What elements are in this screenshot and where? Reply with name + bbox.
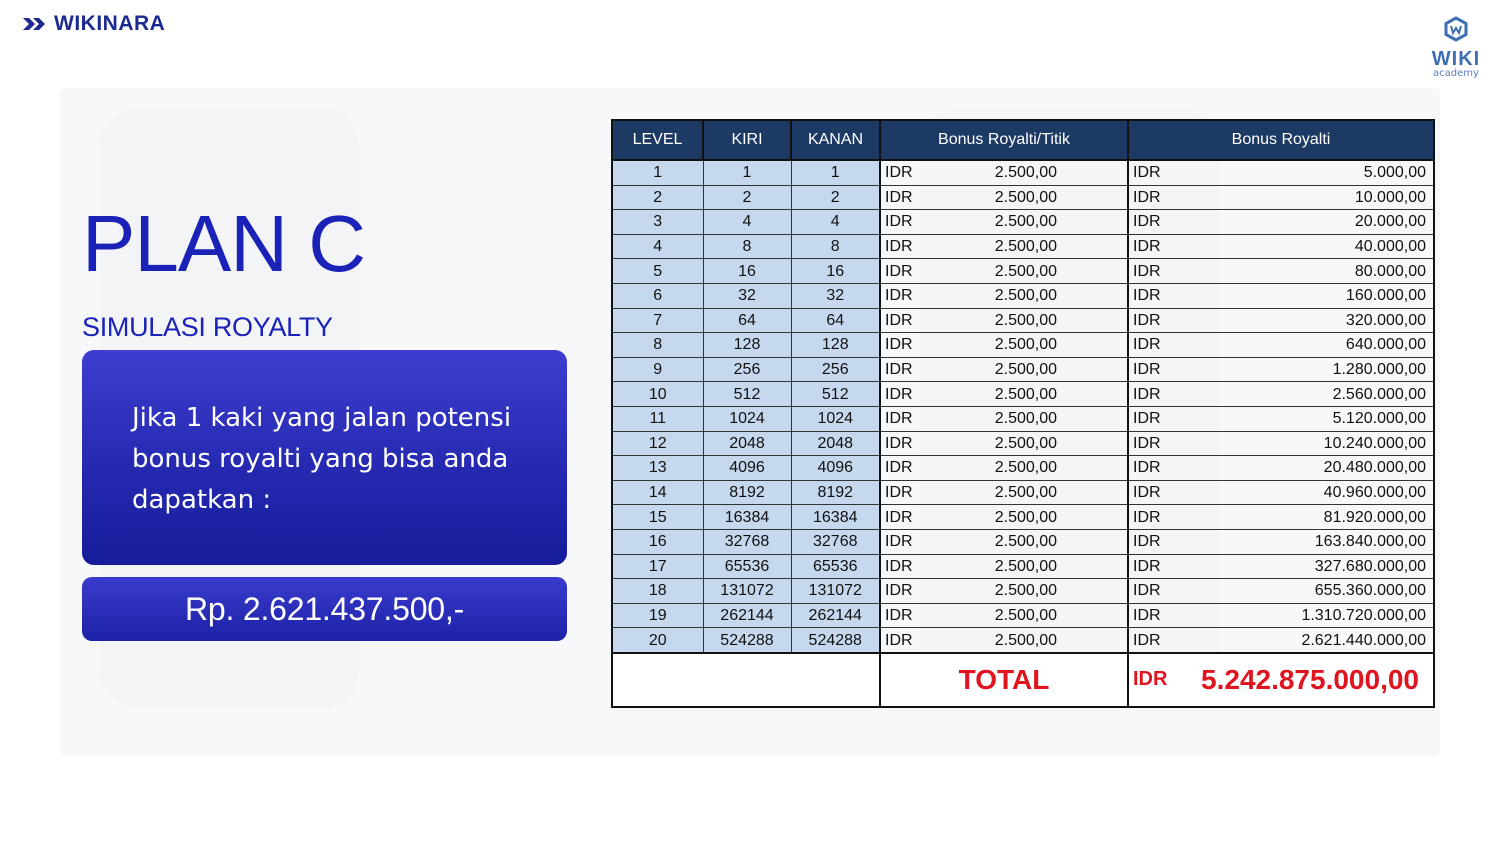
cell-royalti-value: 163.840.000,00	[1314, 533, 1426, 551]
cell-bonus-royalti	[1128, 210, 1434, 235]
cell-currency: IDR	[1133, 557, 1161, 575]
cell-kiri: 8192	[703, 480, 791, 505]
cell-currency: IDR	[1133, 361, 1161, 379]
wikinara-logo-icon	[22, 15, 48, 33]
academy-logo-word: WIKI	[1431, 48, 1481, 70]
total-empty-cell	[612, 653, 880, 707]
cell-royalti-value: 20.480.000,00	[1323, 459, 1426, 477]
cell-kanan: 4096	[791, 456, 880, 481]
cell-royalti-value: 5.120.000,00	[1332, 410, 1426, 428]
cell-kiri: 128	[703, 333, 791, 358]
cell-currency: IDR	[1133, 238, 1161, 256]
cell-bonus-per-titik	[880, 456, 1128, 481]
cell-currency: IDR	[885, 459, 913, 477]
cell-royalti-value: 10.000,00	[1354, 188, 1426, 206]
cell-level: 18	[612, 579, 703, 604]
cell-per-titik-value: 2.500,00	[994, 631, 1057, 649]
cell-level: 15	[612, 505, 703, 530]
cell-per-titik-value: 2.500,00	[994, 410, 1057, 428]
cell-kiri: 262144	[703, 603, 791, 628]
cell-kanan: 16384	[791, 505, 880, 530]
cell-bonus-per-titik	[880, 628, 1128, 653]
cell-level: 3	[612, 210, 703, 235]
cell-royalti-value: 655.360.000,00	[1314, 582, 1426, 600]
cell-kiri: 1	[703, 160, 791, 185]
cell-bonus-royalti	[1128, 431, 1434, 456]
cell-currency: IDR	[885, 164, 913, 182]
cell-level: 11	[612, 406, 703, 431]
cell-bonus-per-titik	[880, 579, 1128, 604]
cell-kiri: 8	[703, 234, 791, 259]
cell-kanan: 32768	[791, 529, 880, 554]
cell-kiri: 4	[703, 210, 791, 235]
royalty-table-container	[611, 119, 1433, 708]
cell-level: 12	[612, 431, 703, 456]
cell-royalti-value: 40.000,00	[1354, 238, 1426, 256]
table-row	[612, 406, 1434, 431]
cell-level: 2	[612, 185, 703, 210]
table-header-row	[612, 120, 1434, 160]
cell-currency: IDR	[1133, 262, 1161, 280]
table-row	[612, 480, 1434, 505]
cell-kanan: 131072	[791, 579, 880, 604]
cell-level: 19	[612, 603, 703, 628]
brand-logo[interactable]	[22, 12, 165, 36]
cell-royalti-value: 2.560.000,00	[1332, 385, 1426, 403]
table-row	[612, 628, 1434, 653]
cell-level: 13	[612, 456, 703, 481]
cell-kiri: 524288	[703, 628, 791, 653]
cell-bonus-royalti	[1128, 554, 1434, 579]
cell-per-titik-value: 2.500,00	[994, 434, 1057, 452]
cell-level: 14	[612, 480, 703, 505]
cell-kiri: 32768	[703, 529, 791, 554]
cell-level: 1	[612, 160, 703, 185]
cell-kanan: 1024	[791, 406, 880, 431]
cell-currency: IDR	[1133, 311, 1161, 329]
cell-bonus-royalti	[1128, 185, 1434, 210]
cell-per-titik-value: 2.500,00	[994, 361, 1057, 379]
cell-bonus-royalti	[1128, 406, 1434, 431]
table-row	[612, 554, 1434, 579]
table-row	[612, 283, 1434, 308]
cell-royalti-value: 5.000,00	[1363, 164, 1426, 182]
cell-kanan: 65536	[791, 554, 880, 579]
cell-level: 8	[612, 333, 703, 358]
cell-bonus-per-titik	[880, 333, 1128, 358]
cell-currency: IDR	[885, 557, 913, 575]
cell-kiri: 1024	[703, 406, 791, 431]
wiki-academy-logo[interactable]	[1426, 16, 1486, 79]
cell-level: 6	[612, 283, 703, 308]
cell-kanan: 128	[791, 333, 880, 358]
table-row	[612, 259, 1434, 284]
table-row	[612, 308, 1434, 333]
cell-bonus-royalti	[1128, 579, 1434, 604]
cell-kanan: 2048	[791, 431, 880, 456]
total-value: 5.242.875.000,00	[1201, 664, 1419, 696]
cell-kiri: 16	[703, 259, 791, 284]
cell-level: 10	[612, 382, 703, 407]
royalty-table	[611, 119, 1435, 708]
cell-level: 17	[612, 554, 703, 579]
cell-royalti-value: 327.680.000,00	[1314, 557, 1426, 575]
cell-per-titik-value: 2.500,00	[994, 262, 1057, 280]
cell-kiri: 512	[703, 382, 791, 407]
cell-bonus-per-titik	[880, 382, 1128, 407]
cell-level: 4	[612, 234, 703, 259]
cell-bonus-per-titik	[880, 308, 1128, 333]
cell-per-titik-value: 2.500,00	[994, 213, 1057, 231]
cell-per-titik-value: 2.500,00	[994, 287, 1057, 305]
cell-royalti-value: 320.000,00	[1345, 311, 1426, 329]
cell-bonus-per-titik	[880, 357, 1128, 382]
cell-royalti-value: 1.280.000,00	[1332, 361, 1426, 379]
cell-currency: IDR	[1133, 188, 1161, 206]
cell-kiri: 64	[703, 308, 791, 333]
cell-bonus-royalti	[1128, 505, 1434, 530]
table-row	[612, 357, 1434, 382]
cell-per-titik-value: 2.500,00	[994, 311, 1057, 329]
total-currency: IDR	[1133, 668, 1168, 691]
cell-currency: IDR	[885, 582, 913, 600]
cell-bonus-per-titik	[880, 529, 1128, 554]
cell-bonus-per-titik	[880, 406, 1128, 431]
description-text: Jika 1 kaki yang jalan potensi bonus royalti yang bisa anda dapatkan :	[132, 403, 512, 515]
cell-bonus-royalti	[1128, 456, 1434, 481]
cell-currency: IDR	[1133, 213, 1161, 231]
cell-bonus-royalti	[1128, 628, 1434, 653]
cell-currency: IDR	[885, 484, 913, 502]
cell-level: 7	[612, 308, 703, 333]
cell-currency: IDR	[885, 213, 913, 231]
cell-kanan: 2	[791, 185, 880, 210]
cell-currency: IDR	[1133, 631, 1161, 649]
cell-kiri: 256	[703, 357, 791, 382]
cell-level: 20	[612, 628, 703, 653]
cell-currency: IDR	[885, 533, 913, 551]
table-row	[612, 210, 1434, 235]
cell-kanan: 1	[791, 160, 880, 185]
cell-kiri: 65536	[703, 554, 791, 579]
table-row	[612, 505, 1434, 530]
cell-per-titik-value: 2.500,00	[994, 188, 1057, 206]
cell-currency: IDR	[885, 434, 913, 452]
cell-level: 9	[612, 357, 703, 382]
cell-currency: IDR	[1133, 582, 1161, 600]
cell-currency: IDR	[1133, 336, 1161, 354]
cell-bonus-per-titik	[880, 554, 1128, 579]
cell-royalti-value: 20.000,00	[1354, 213, 1426, 231]
page-title: PLAN C	[82, 199, 365, 288]
cell-currency: IDR	[885, 287, 913, 305]
cell-kanan: 64	[791, 308, 880, 333]
total-label: TOTAL	[880, 653, 1128, 707]
table-row	[612, 333, 1434, 358]
cell-kanan: 256	[791, 357, 880, 382]
table-row	[612, 579, 1434, 604]
cell-per-titik-value: 2.500,00	[994, 533, 1057, 551]
header-kanan: KANAN	[791, 120, 880, 160]
header-bonus-royalti: Bonus Royalti	[1128, 120, 1434, 160]
table-row	[612, 603, 1434, 628]
cell-currency: IDR	[1133, 410, 1161, 428]
cell-bonus-royalti	[1128, 283, 1434, 308]
cell-royalti-value: 10.240.000,00	[1323, 434, 1426, 452]
cell-currency: IDR	[1133, 434, 1161, 452]
header-kiri: KIRI	[703, 120, 791, 160]
cell-royalti-value: 640.000,00	[1345, 336, 1426, 354]
cell-level: 5	[612, 259, 703, 284]
cell-currency: IDR	[885, 262, 913, 280]
cell-currency: IDR	[1133, 164, 1161, 182]
cell-level: 16	[612, 529, 703, 554]
cell-kanan: 8192	[791, 480, 880, 505]
cell-royalti-value: 40.960.000,00	[1323, 484, 1426, 502]
header-level: LEVEL	[612, 120, 703, 160]
cell-per-titik-value: 2.500,00	[994, 459, 1057, 477]
cell-royalti-value: 2.621.440.000,00	[1301, 631, 1426, 649]
cell-bonus-royalti	[1128, 259, 1434, 284]
hexagon-logo-icon	[1426, 16, 1486, 47]
cell-per-titik-value: 2.500,00	[994, 582, 1057, 600]
cell-royalti-value: 81.920.000,00	[1323, 508, 1426, 526]
table-row	[612, 234, 1434, 259]
cell-per-titik-value: 2.500,00	[994, 606, 1057, 624]
cell-currency: IDR	[1133, 385, 1161, 403]
cell-currency: IDR	[885, 336, 913, 354]
cell-currency: IDR	[885, 361, 913, 379]
table-row	[612, 382, 1434, 407]
table-row	[612, 160, 1434, 185]
table-row	[612, 431, 1434, 456]
header-bonus-per-titik: Bonus Royalti/Titik	[880, 120, 1128, 160]
cell-bonus-per-titik	[880, 480, 1128, 505]
amount-card	[82, 577, 567, 641]
cell-kanan: 262144	[791, 603, 880, 628]
table-row	[612, 185, 1434, 210]
cell-kanan: 512	[791, 382, 880, 407]
cell-per-titik-value: 2.500,00	[994, 164, 1057, 182]
cell-currency: IDR	[885, 385, 913, 403]
cell-royalti-value: 1.310.720.000,00	[1301, 606, 1426, 624]
cell-currency: IDR	[885, 238, 913, 256]
cell-kanan: 4	[791, 210, 880, 235]
cell-kiri: 32	[703, 283, 791, 308]
brand-name: WIKINARA	[54, 12, 166, 35]
potential-amount: Rp. 2.621.437.500,-	[184, 590, 465, 627]
cell-kanan: 8	[791, 234, 880, 259]
cell-royalti-value: 80.000,00	[1354, 262, 1426, 280]
cell-kanan: 524288	[791, 628, 880, 653]
total-value-cell	[1128, 653, 1434, 707]
cell-kiri: 131072	[703, 579, 791, 604]
cell-bonus-per-titik	[880, 259, 1128, 284]
cell-kiri: 2048	[703, 431, 791, 456]
cell-bonus-royalti	[1128, 529, 1434, 554]
cell-currency: IDR	[885, 188, 913, 206]
cell-bonus-royalti	[1128, 234, 1434, 259]
cell-bonus-royalti	[1128, 603, 1434, 628]
cell-currency: IDR	[885, 631, 913, 649]
cell-bonus-per-titik	[880, 160, 1128, 185]
table-row	[612, 529, 1434, 554]
cell-currency: IDR	[1133, 459, 1161, 477]
cell-kiri: 4096	[703, 456, 791, 481]
cell-currency: IDR	[885, 606, 913, 624]
cell-kiri: 2	[703, 185, 791, 210]
cell-per-titik-value: 2.500,00	[994, 484, 1057, 502]
cell-bonus-royalti	[1128, 480, 1434, 505]
cell-per-titik-value: 2.500,00	[994, 336, 1057, 354]
description-card	[82, 350, 567, 565]
cell-bonus-per-titik	[880, 431, 1128, 456]
cell-bonus-per-titik	[880, 283, 1128, 308]
total-row	[612, 653, 1434, 707]
cell-royalti-value: 160.000,00	[1345, 287, 1426, 305]
academy-logo-sub: academy	[1433, 68, 1479, 79]
cell-per-titik-value: 2.500,00	[994, 557, 1057, 575]
cell-currency: IDR	[1133, 287, 1161, 305]
cell-bonus-per-titik	[880, 185, 1128, 210]
cell-per-titik-value: 2.500,00	[994, 508, 1057, 526]
cell-currency: IDR	[1133, 508, 1161, 526]
cell-currency: IDR	[885, 311, 913, 329]
cell-kanan: 32	[791, 283, 880, 308]
cell-currency: IDR	[885, 508, 913, 526]
cell-currency: IDR	[1133, 606, 1161, 624]
cell-bonus-royalti	[1128, 333, 1434, 358]
cell-currency: IDR	[885, 410, 913, 428]
cell-kanan: 16	[791, 259, 880, 284]
cell-bonus-royalti	[1128, 160, 1434, 185]
cell-bonus-royalti	[1128, 357, 1434, 382]
cell-bonus-per-titik	[880, 210, 1128, 235]
cell-per-titik-value: 2.500,00	[994, 385, 1057, 403]
table-row	[612, 456, 1434, 481]
cell-bonus-per-titik	[880, 505, 1128, 530]
cell-bonus-per-titik	[880, 603, 1128, 628]
cell-bonus-per-titik	[880, 234, 1128, 259]
cell-currency: IDR	[1133, 533, 1161, 551]
cell-bonus-royalti	[1128, 382, 1434, 407]
cell-bonus-royalti	[1128, 308, 1434, 333]
cell-currency: IDR	[1133, 484, 1161, 502]
cell-kiri: 16384	[703, 505, 791, 530]
page-subtitle: SIMULASI ROYALTY	[82, 312, 333, 342]
cell-per-titik-value: 2.500,00	[994, 238, 1057, 256]
